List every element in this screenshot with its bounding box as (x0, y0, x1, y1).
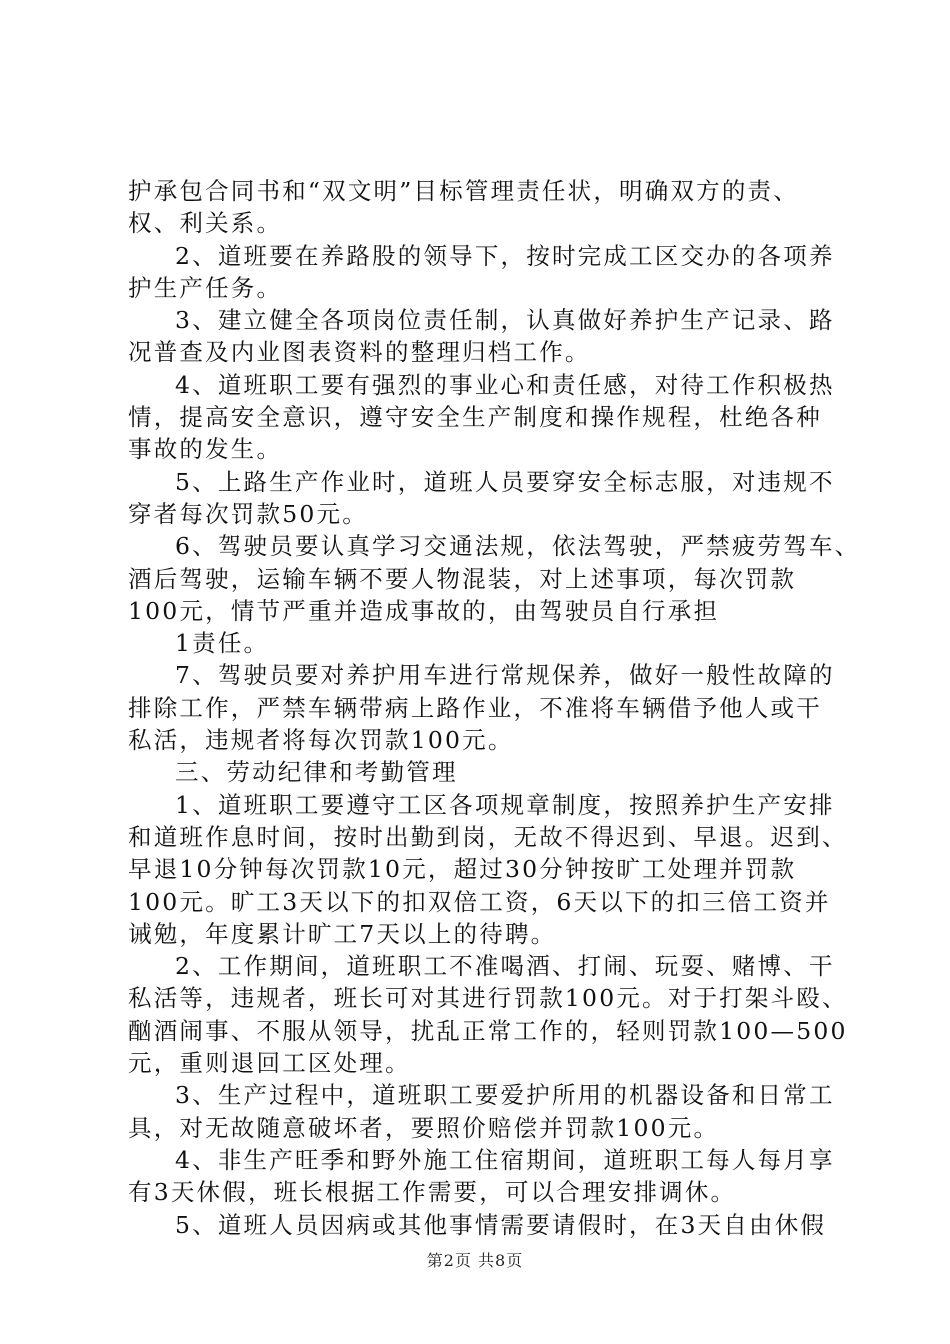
text-line: 诫勉，年度累计旷工7天以上的待聘。 (128, 919, 557, 948)
text-line: 私活，违规者将每次罚款100元。 (128, 726, 514, 755)
page-number-footer: 第2页 共8页 (426, 1251, 524, 1270)
text-line: 排除工作，严禁车辆带病上路作业，不准将车辆借予他人或干 (128, 693, 822, 722)
text-line: 5、道班人员因病或其他事情需要请假时，在3天自由休假 (175, 1210, 827, 1239)
text-line: 5、上路生产作业时，道班人员要穿安全标志服，对违规不 (175, 467, 835, 496)
text-line: 100元，情节严重并造成事故的，由驾驶员自行承担 (128, 596, 720, 625)
text-line: 情，提高安全意识，遵守安全生产制度和操作规程，杜绝各种 (128, 403, 822, 432)
text-line: 有3天休假，班长根据工作需要，可以合理安排调休。 (128, 1178, 737, 1207)
section-heading: 三、劳动纪律和考勤管理 (175, 758, 458, 787)
text-line: 酗酒闹事、不服从领导，扰乱正常工作的，轻则罚款100—500 (128, 1016, 848, 1045)
text-line: 具，对无故随意破坏者，要照价赔偿并罚款100元。 (128, 1113, 720, 1142)
text-line: 4、非生产旺季和野外施工住宿期间，道班职工每人每月享 (175, 1145, 835, 1174)
text-line: 2、工作期间，道班职工不准喝酒、打闹、玩耍、赌博、干 (175, 952, 835, 981)
text-line: 况普查及内业图表资料的整理归档工作。 (128, 338, 591, 367)
text-line: 和道班作息时间，按时出勤到岗，无故不得迟到、早退。迟到、 (128, 822, 848, 851)
text-line: 权、利关系。 (128, 209, 283, 238)
text-line: 私活等，违规者，班长可对其进行罚款100元。对于打架斗殴、 (128, 984, 848, 1013)
text-line: 7、驾驶员要对养护用车进行常规保养，做好一般性故障的 (175, 661, 835, 690)
text-line: 1责任。 (175, 629, 270, 658)
text-line: 4、道班职工要有强烈的事业心和责任感，对待工作积极热 (175, 370, 835, 399)
text-line: 早退10分钟每次罚款10元，超过30分钟按旷工处理并罚款 (128, 855, 797, 884)
text-line: 1、道班职工要遵守工区各项规章制度，按照养护生产安排 (175, 790, 835, 819)
text-line: 穿者每次罚款50元。 (128, 499, 368, 528)
text-line: 护承包合同书和“双文明”目标管理责任状，明确双方的责、 (128, 177, 799, 205)
text-line: 2、道班要在养路股的领导下，按时完成工区交办的各项养 (175, 241, 835, 270)
text-line: 事故的发生。 (128, 435, 283, 464)
text-line: 元，重则退回工区处理。 (128, 1049, 411, 1078)
text-line: 3、建立健全各项岗位责任制，认真做好养护生产记录、路 (175, 306, 835, 335)
text-line: 100元。旷工3天以下的扣双倍工资，6天以下的扣三倍工资并 (128, 887, 831, 916)
text-line: 6、驾驶员要认真学习交通法规，依法驾驶，严禁疲劳驾车、 (175, 532, 861, 561)
text-line: 3、生产过程中，道班职工要爱护所用的机器设备和日常工 (175, 1081, 835, 1110)
text-line: 酒后驾驶，运输车辆不要人物混装，对上述事项，每次罚款 (128, 564, 797, 593)
text-line: 护生产任务。 (128, 273, 283, 302)
document-body (128, 175, 861, 1241)
